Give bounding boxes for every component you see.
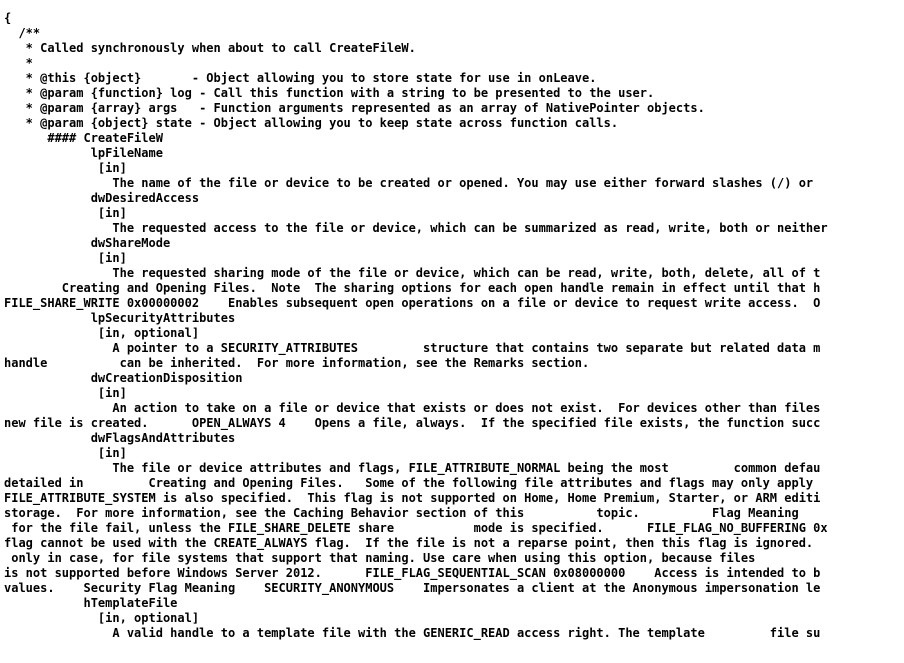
- code-line: storage. For more information, see the Caching Behavior section of this topic. Flag Meaning: [4, 506, 799, 520]
- code-line: * @param {array} args - Function arguments represented as an array of NativePointer objects.: [4, 101, 705, 115]
- code-line: dwDesiredAccess: [4, 191, 200, 205]
- code-line: FILE_SHARE_WRITE 0x00000002 Enables subsequent open operations on a file or device to request write access. O: [4, 296, 821, 310]
- code-line: * @this {object} - Object allowing you to store state for use in onLeave.: [4, 71, 597, 85]
- code-line: [in, optional]: [4, 611, 200, 625]
- code-line: hTemplateFile: [4, 596, 178, 610]
- code-line: Creating and Opening Files. Note The sharing options for each open handle remain in effect until that h: [4, 281, 821, 295]
- code-line: for the file fail, unless the FILE_SHARE_DELETE share mode is specified. FILE_FLAG_NO_BUFFERING 0x: [4, 521, 828, 535]
- code-line: #### CreateFileW: [4, 131, 163, 145]
- code-line: [in]: [4, 446, 127, 460]
- code-line: lpSecurityAttributes: [4, 311, 236, 325]
- code-line: lpFileName: [4, 146, 163, 160]
- code-line: *: [4, 56, 33, 70]
- code-line: [in, optional]: [4, 326, 200, 340]
- code-line: dwFlagsAndAttributes: [4, 431, 236, 445]
- code-line: * @param {object} state - Object allowing you to keep state across function calls.: [4, 116, 619, 130]
- code-line: The requested sharing mode of the file or device, which can be read, write, both, delete, all of t: [4, 266, 821, 280]
- code-line: [in]: [4, 161, 127, 175]
- code-line: FILE_ATTRIBUTE_SYSTEM is also specified. This flag is not supported on Home, Home Premium, Starter, or ARM editi: [4, 491, 821, 505]
- code-line: only in case, for file systems that support that naming. Use care when using this option, because files: [4, 551, 756, 565]
- code-line: The requested access to the file or device, which can be summarized as read, write, both or neither: [4, 221, 828, 235]
- code-line: An action to take on a file or device that exists or does not exist. For devices other than files: [4, 401, 821, 415]
- code-line: handle can be inherited. For more information, see the Remarks section.: [4, 356, 590, 370]
- code-line: is not supported before Windows Server 2012. FILE_FLAG_SEQUENTIAL_SCAN 0x08000000 Access is intended to b: [4, 566, 821, 580]
- code-line: The name of the file or device to be created or opened. You may use either forward slashes (/) or: [4, 176, 814, 190]
- code-line: dwCreationDisposition: [4, 371, 243, 385]
- code-line: [in]: [4, 386, 127, 400]
- code-line: [in]: [4, 206, 127, 220]
- code-line: values. Security Flag Meaning SECURITY_ANONYMOUS Impersonates a client at the Anonymous impersonation le: [4, 581, 821, 595]
- code-line: flag cannot be used with the CREATE_ALWAYS flag. If the file is not a reparse point, then this flag is ignored.: [4, 536, 814, 550]
- code-line: new file is created. OPEN_ALWAYS 4 Opens a file, always. If the specified file exists, the function succ: [4, 416, 821, 430]
- code-line: A valid handle to a template file with the GENERIC_READ access right. The template file su: [4, 626, 821, 640]
- code-line: /**: [4, 26, 41, 40]
- code-line: dwShareMode: [4, 236, 171, 250]
- code-line: detailed in Creating and Opening Files. Some of the following file attributes and flags may only apply: [4, 476, 814, 490]
- code-line: [in]: [4, 251, 127, 265]
- code-line: * @param {function} log - Call this function with a string to be presented to the user.: [4, 86, 655, 100]
- code-line: The file or device attributes and flags, FILE_ATTRIBUTE_NORMAL being the most common defau: [4, 461, 821, 475]
- code-line: A pointer to a SECURITY_ATTRIBUTES structure that contains two separate but related data m: [4, 341, 821, 355]
- code-text-view[interactable]: [4, 11, 904, 663]
- code-line: {: [4, 11, 12, 25]
- code-line: * Called synchronously when about to call CreateFileW.: [4, 41, 416, 55]
